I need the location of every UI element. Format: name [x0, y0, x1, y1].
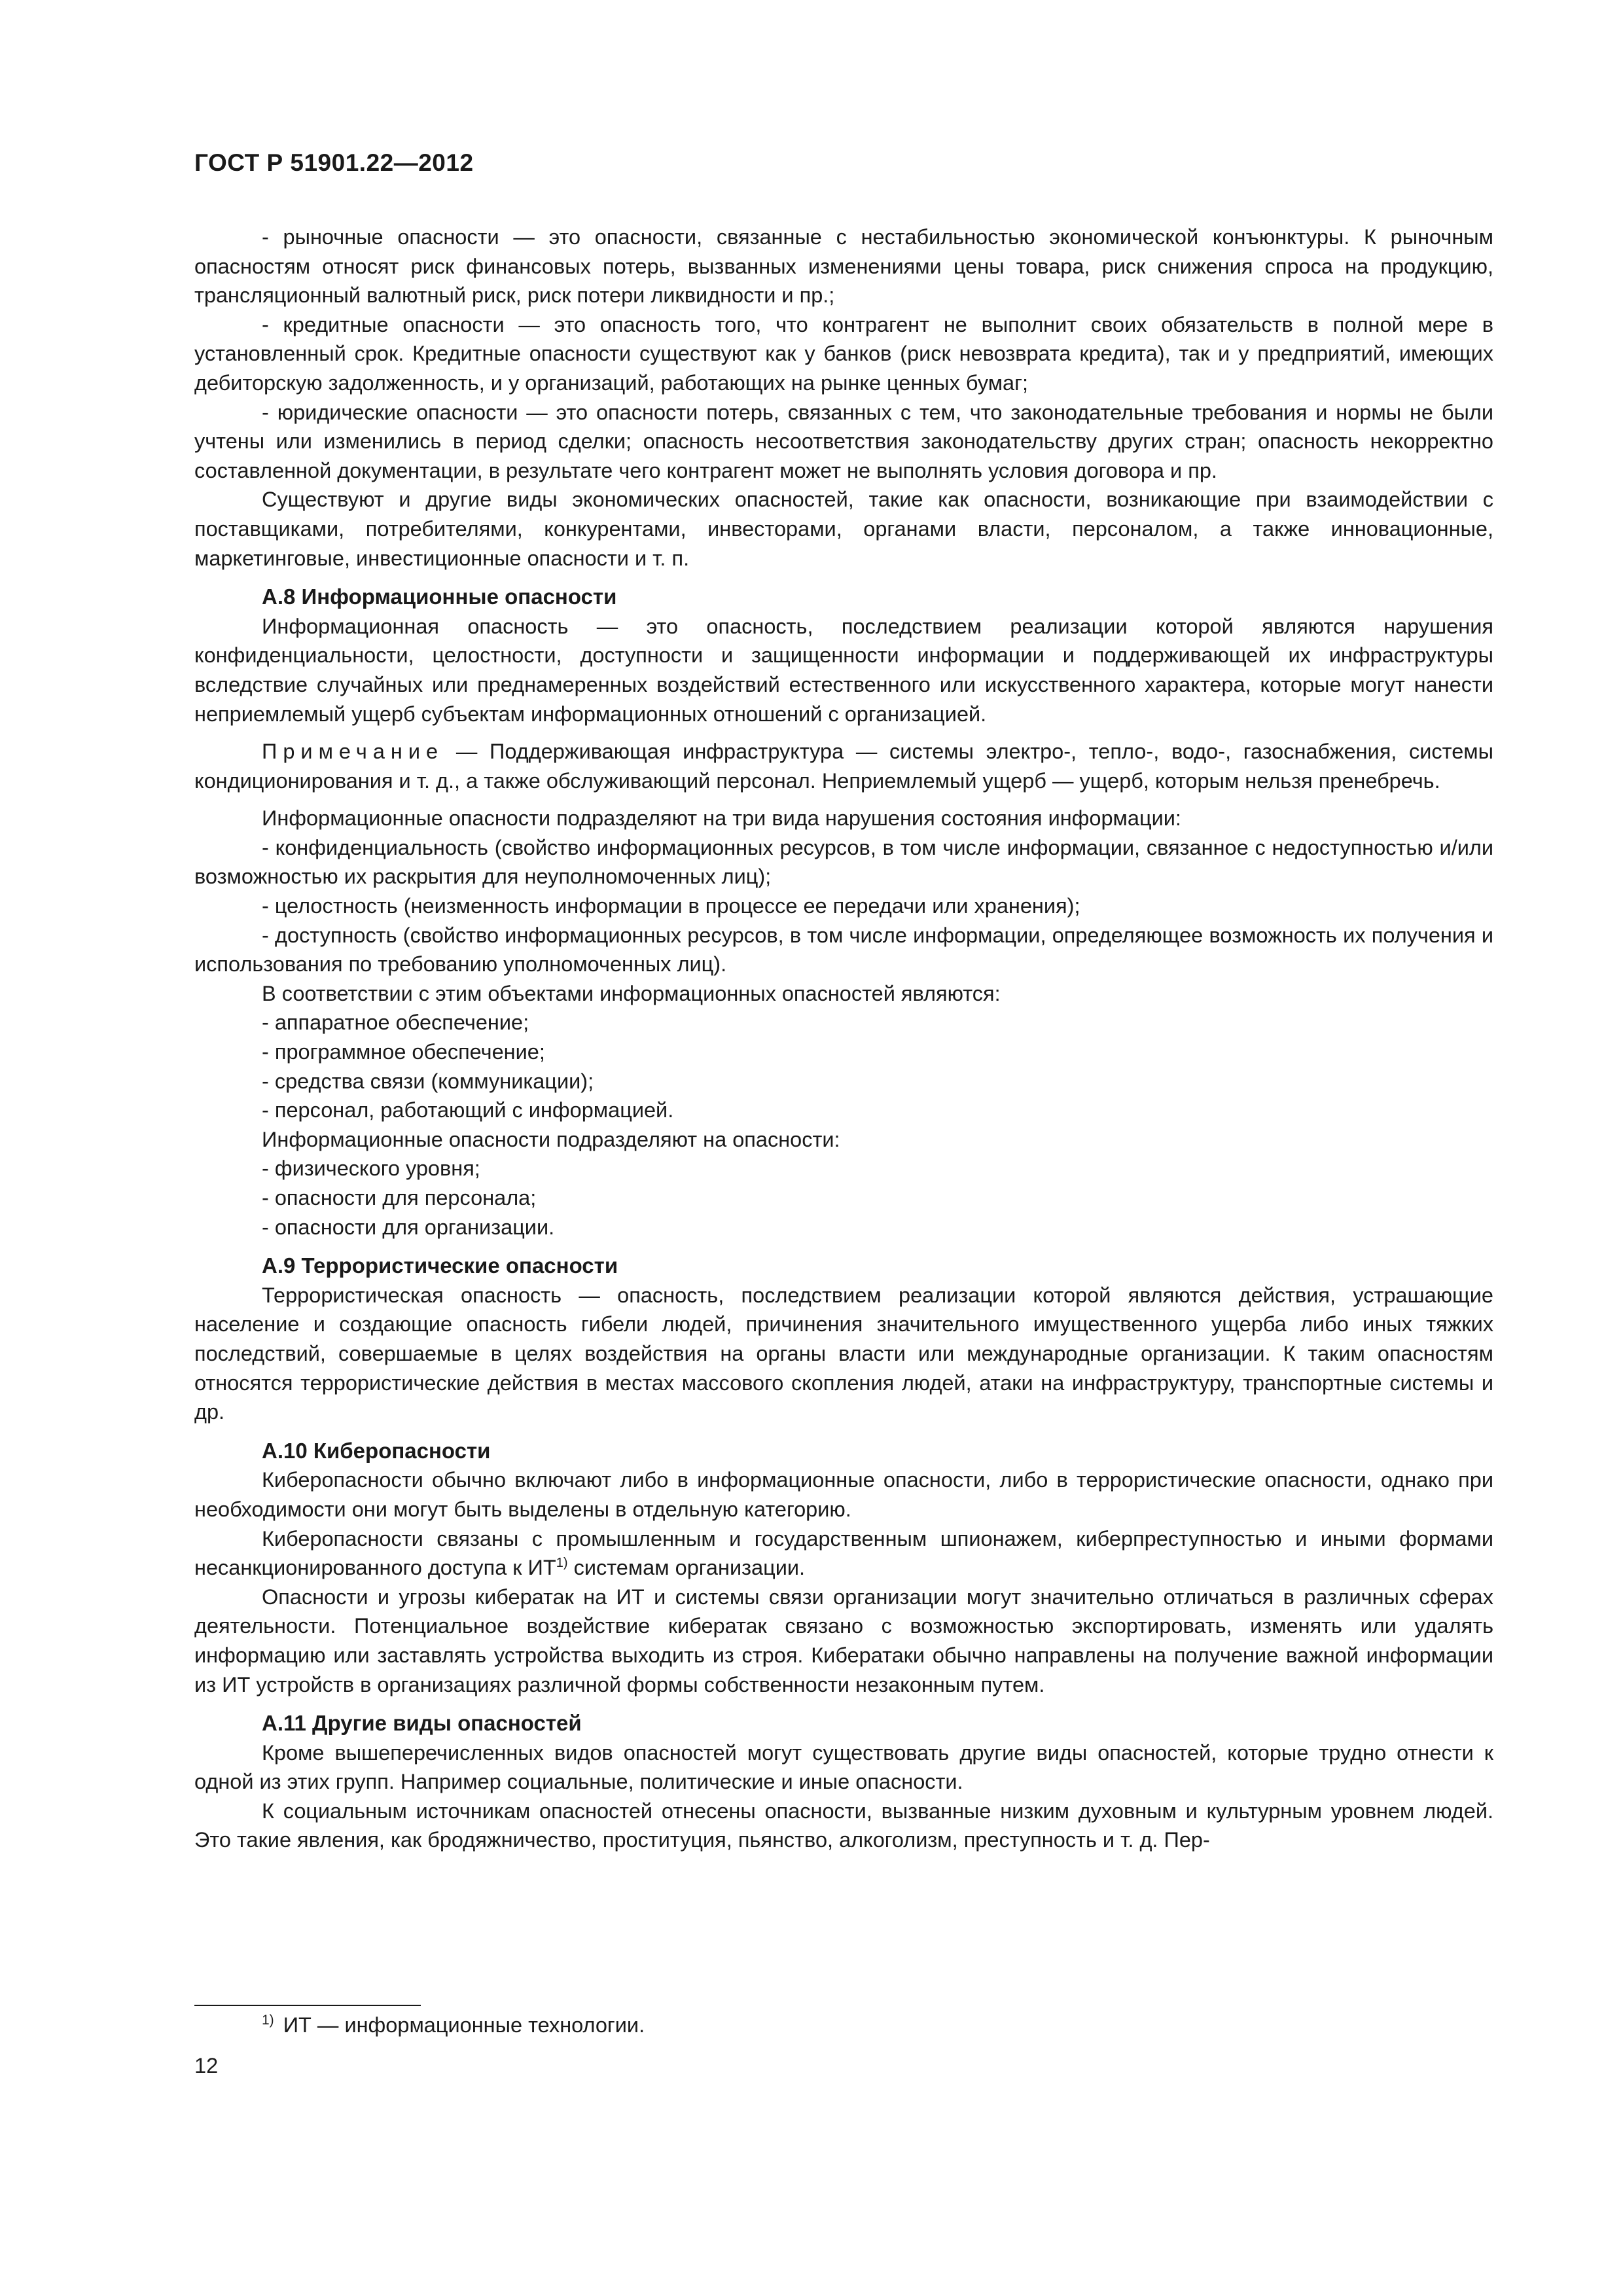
- paragraph: - юридические опасности — это опасности потерь, связанных с тем, что законодательные требования и нормы не были учтены или изменились в период сделки; опасность несоответствия законодательству других стран; опасность некорректно составленной документации, в результате чего контрагент может не выполнять условия договора и пр.: [194, 400, 1493, 482]
- list-item: - опасности для персонала;: [262, 1186, 537, 1210]
- list-item: - опасности для организации.: [262, 1215, 555, 1239]
- section-heading-a10: А.10 Киберопасности: [262, 1438, 491, 1463]
- list-item: - целостность (неизменность информации в процессе ее передачи или хранения);: [262, 894, 1080, 918]
- page-body: [194, 223, 1493, 1855]
- footnote-mark: 1): [262, 2013, 274, 2028]
- paragraph: Существуют и другие виды экономических опасностей, такие как опасности, возникающие при взаимодействии с поставщиками, потребителями, конкурентами, инвесторами, органами власти, персоналом, а также инновационные, маркетинговые, инвестиционные опасности и т. п.: [194, 488, 1493, 570]
- list-item: - конфиденциальность (свойство информационных ресурсов, в том числе информации, связанное с недоступностью и/или возможностью их раскрытия для неуполномоченных лиц);: [194, 835, 1493, 889]
- paragraph: Опасности и угрозы кибератак на ИТ и системы связи организации могут значительно отличаться в различных сферах деятельности. Потенциальное воздействие кибератак связано с возможностью экспортировать, изменять или удалять информацию или заставлять устройства выходить из строя. Кибератаки обычно направлены на получение важной информации из ИТ устройств в организациях различной формы собственности незаконным путем.: [194, 1585, 1493, 1696]
- paragraph-text: системам организации.: [567, 1556, 806, 1580]
- section-heading-a11: А.11 Другие виды опасностей: [262, 1711, 582, 1736]
- paragraph: - рыночные опасности — это опасности, связанные с нестабильностью экономической конъюнктуры. К рыночным опасностям относят риск финансовых потерь, вызванных изменениями цены товара, риск снижения спроса на продукцию, трансляционный валютный риск, риск потери ликвидности и пр.;: [194, 225, 1493, 308]
- section-heading-a8: А.8 Информационные опасности: [262, 584, 617, 609]
- paragraph: Террористическая опасность — опасность, последствием реализации которой являются действия, устрашающие население и создающие опасность гибели людей, причинения значительного имущественного ущерба либо иных тяжких последствий, совершаемые в целях воздействия на органы власти или международные организации. К таким опасностям относятся террористические действия в местах массового скопления людей, атаки на инфраструктуру, транспортные системы и др.: [194, 1283, 1493, 1424]
- list-item: - доступность (свойство информационных ресурсов, в том числе информации, определяющее возможность их получения и использования по требованию уполномоченных лиц).: [194, 923, 1493, 977]
- paragraph: Информационные опасности подразделяют на три вида нарушения состояния информации:: [262, 806, 1181, 831]
- list-item: - программное обеспечение;: [262, 1040, 545, 1064]
- note-text: — Поддерживающая инфраструктура — системы электро-, тепло-, водо-, газоснабжения, системы кондиционирования и т. д., а также обслуживающий персонал. Неприемлемый ущерб — ущерб, которым нельзя пренебречь.: [194, 740, 1493, 793]
- section-heading-a9: А.9 Террористические опасности: [262, 1253, 618, 1278]
- paragraph: В соответствии с этим объектами информационных опасностей являются:: [262, 981, 1001, 1005]
- footnote-text: ИТ — информационные технологии.: [283, 2013, 645, 2037]
- page-number: 12: [194, 2054, 219, 2077]
- paragraph: [194, 1524, 1493, 1583]
- paragraph: К социальным источникам опасностей отнесены опасности, вызванные низким духовным и культурным уровнем людей. Это такие явления, как бродяжничество, проституция, пьянство, алкоголизм, преступность и т. д. Пер-: [194, 1799, 1493, 1852]
- paragraph: Информационные опасности подразделяют на опасности:: [262, 1127, 840, 1151]
- document-header: ГОСТ Р 51901.22—2012: [194, 149, 474, 176]
- note-label: Примечание: [262, 740, 444, 764]
- note: [194, 737, 1493, 795]
- paragraph-text: Киберопасности связаны с промышленным и государственным шпионажем, киберпреступностью и иными формами несанкционированного доступа к ИТ: [194, 1526, 1493, 1580]
- list-item: - персонал, работающий с информацией.: [262, 1098, 674, 1122]
- paragraph: Информационная опасность — это опасность, последствием реализации которой являются нарушения конфиденциальности, целостности, доступности и защищенности информации и поддерживающей их инфраструктуры вследствие случайных или преднамеренных воздействий естественного или искусственного характера, которые могут нанести неприемлемый ущерб субъектам информационных отношений с организацией.: [194, 614, 1493, 726]
- list-item: - аппаратное обеспечение;: [262, 1011, 529, 1035]
- footnote-divider: [194, 2005, 421, 2006]
- paragraph: Киберопасности обычно включают либо в информационные опасности, либо в террористические опасности, однако при необходимости они могут быть выделены в отдельную категорию.: [194, 1468, 1493, 1521]
- footnote: [262, 2011, 645, 2039]
- paragraph: Кроме вышеперечисленных видов опасностей могут существовать другие виды опасностей, которые трудно отнести к одной из этих групп. Например социальные, политические и иные опасности.: [194, 1740, 1493, 1794]
- list-item: - физического уровня;: [262, 1157, 480, 1181]
- footnote-reference[interactable]: 1): [556, 1556, 568, 1571]
- list-item: - средства связи (коммуникации);: [262, 1069, 594, 1093]
- paragraph: - кредитные опасности — это опасность того, что контрагент не выполнит своих обязательств в полной мере в установленный срок. Кредитные опасности существуют как у банков (риск невозврата кредита), так и у предприятий, имеющих дебиторскую задолженность, и у организаций, работающих на рынке ценных бумаг;: [194, 312, 1493, 395]
